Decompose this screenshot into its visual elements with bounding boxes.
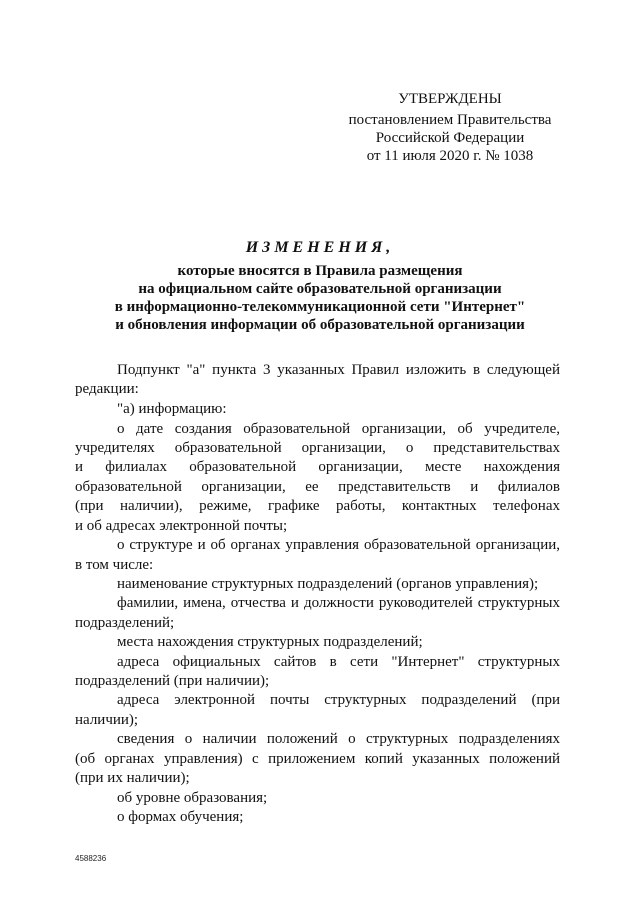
body-line: (при наличии), режиме, графике работы, контактных телефонах	[75, 498, 560, 514]
body-line: "а) информацию:	[117, 401, 227, 417]
approval-date-number: от 11 июля 2020 г. № 1038	[366, 148, 534, 164]
body-line: редакции:	[75, 381, 139, 397]
body-line: (об органах управления) с приложением копий указанных положений	[75, 751, 560, 767]
body-line: сведения о наличии положений о структурных подразделениях	[117, 731, 560, 747]
approval-line-2: Российской Федерации	[375, 130, 525, 146]
subtitle-line-2: на официальном сайте образовательной организации	[138, 281, 502, 297]
body-line: подразделений (при наличии);	[75, 673, 270, 689]
body-line: о структуре и об органах управления образовательной организации,	[117, 537, 560, 553]
body-line: в том числе:	[75, 557, 154, 573]
body-line: учредителях образовательной организации, о представительствах	[75, 440, 560, 456]
body-line: адреса электронной почты структурных подразделений (при	[117, 692, 560, 708]
body-line: адреса официальных сайтов в сети "Интернет" структурных	[117, 654, 560, 670]
body-line: об уровне образования;	[117, 790, 268, 806]
body-line: фамилии, имена, отчества и должности руководителей структурных	[117, 595, 560, 611]
body-line: и об адресах электронной почты;	[75, 518, 288, 534]
approval-line-1: постановлением Правительства	[348, 112, 552, 128]
body-line: наличии);	[75, 712, 139, 728]
document-heading: ИЗМЕНЕНИЯ,	[245, 239, 395, 256]
body-line: (при их наличии);	[75, 770, 190, 786]
body-line: наименование структурных подразделений (органов управления);	[117, 576, 539, 592]
body-line: подразделений;	[75, 615, 175, 631]
body-line: о формах обучения;	[117, 809, 244, 825]
document-code: 4588236	[75, 854, 107, 863]
subtitle-line-4: и обновления информации об образовательной организации	[115, 317, 525, 333]
approval-title: УТВЕРЖДЕНЫ	[398, 91, 502, 107]
body-line: о дате создания образовательной организации, об учредителе,	[117, 421, 560, 437]
body-line: образовательной организации, ее представительств и филиалов	[75, 479, 560, 495]
subtitle-line-3: в информационно-телекоммуникационной сети "Интернет"	[114, 299, 526, 315]
body-line: места нахождения структурных подразделений;	[117, 634, 423, 650]
subtitle-line-1: которые вносятся в Правила размещения	[177, 263, 463, 279]
body-line: и филиалах образовательной организации, месте нахождения	[75, 459, 560, 475]
body-line: Подпункт "а" пункта 3 указанных Правил изложить в следующей	[117, 362, 560, 378]
